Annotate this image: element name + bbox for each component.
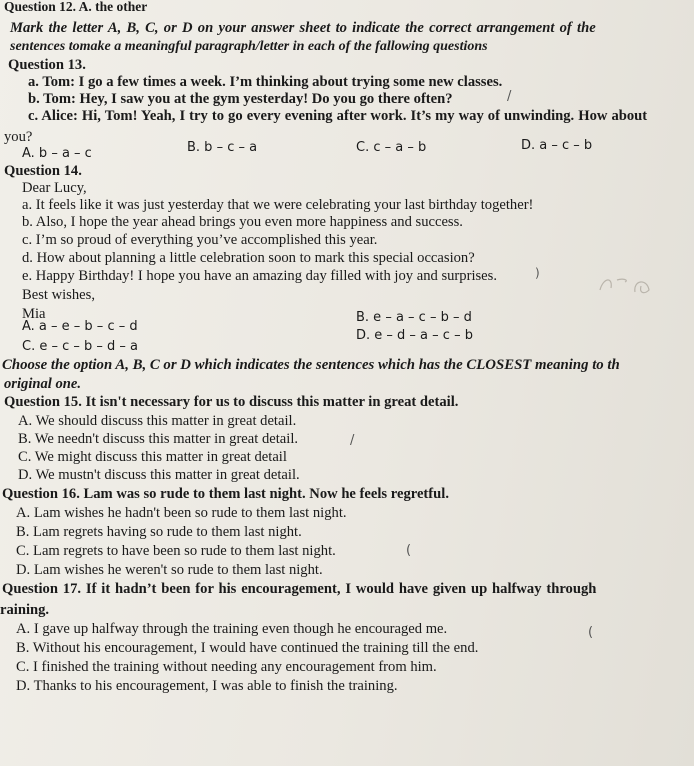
pen-tick-mark: ( — [406, 543, 412, 558]
q13-option-b[interactable]: B. b – c – a — [187, 140, 258, 155]
q14-option-b[interactable]: B. e – a – c – b – d — [356, 310, 472, 325]
pen-tick-mark: / — [507, 89, 512, 104]
pen-tick-mark: ) — [535, 266, 540, 280]
q17-option-c[interactable]: C. I finished the training without needing any encouragement from him. — [16, 659, 437, 675]
section-1-instruction-line-1: Mark the letter A, B, C, or D on your answer sheet to indicate the correct arrangement of the — [10, 20, 596, 36]
q15-option-b[interactable]: B. We needn't discuss this matter in great detail. — [18, 431, 299, 447]
question-17-stem-line-1: Question 17. If it hadn’t been for his encouragement, I would have given up halfway through — [2, 581, 597, 597]
q13-option-d[interactable]: D. a – c – b — [521, 138, 593, 153]
q14-salutation: Dear Lucy, — [22, 180, 87, 196]
q14-sentence-c: c. I’m so proud of everything you’ve accomplished this year. — [22, 232, 378, 248]
section-2-instruction-line-1: Choose the option A, B, C or D which indicates the sentences which has the CLOSEST meaning to th — [2, 357, 620, 373]
q14-option-a[interactable]: A. a – e – b – c – d — [22, 319, 138, 334]
question-16-stem: Question 16. Lam was so rude to them last night. Now he feels regretful. — [2, 486, 449, 502]
q13-sentence-c-line-2: you? — [4, 129, 33, 145]
q13-sentence-a: a. Tom: I go a few times a week. I’m thinking about trying some new classes. — [28, 74, 503, 90]
q14-option-d[interactable]: D. e – d – a – c – b — [356, 328, 473, 343]
q13-option-a[interactable]: A. b – a – c — [22, 146, 92, 161]
q14-signature: Mia — [22, 306, 46, 322]
question-13-title: Question 13. — [8, 57, 86, 73]
q14-sentence-d: d. How about planning a little celebration soon to mark this special occasion? — [22, 250, 475, 266]
section-2-instruction-line-2: original one. — [4, 376, 82, 392]
q13-sentence-b: b. Tom: Hey, I saw you at the gym yesterday! Do you go there often? — [28, 91, 453, 107]
q15-option-d[interactable]: D. We mustn't discuss this matter in great detail. — [18, 467, 300, 483]
q17-option-a[interactable]: A. I gave up halfway through the training even though he encouraged me. — [16, 621, 448, 637]
pencil-scribble — [595, 268, 665, 302]
q14-closing: Best wishes, — [22, 287, 95, 303]
q15-option-c[interactable]: C. We might discuss this matter in great detail — [18, 449, 287, 465]
question-14-title: Question 14. — [4, 163, 82, 179]
q15-option-a[interactable]: A. We should discuss this matter in great detail. — [18, 413, 297, 429]
q17-option-b[interactable]: B. Without his encouragement, I would have continued the training till the end. — [16, 640, 479, 656]
q16-option-b[interactable]: B. Lam regrets having so rude to them last night. — [16, 524, 302, 540]
pen-tick-mark: ( — [588, 625, 594, 640]
q16-option-d[interactable]: D. Lam wishes he weren't so rude to them last night. — [16, 562, 323, 578]
section-1-instruction-line-2: sentences tomake a meaningful paragraph/letter in each of the fallowing questions — [10, 39, 488, 54]
q17-option-d[interactable]: D. Thanks to his encouragement, I was able to finish the training. — [16, 678, 398, 694]
question-17-stem-line-2: raining. — [0, 602, 50, 618]
q14-sentence-a: a. It feels like it was just yesterday that we were celebrating your last birthday together! — [22, 197, 534, 213]
q14-option-c[interactable]: C. e – c – b – d – a — [22, 339, 139, 354]
q13-option-c[interactable]: C. c – a – b — [356, 140, 427, 155]
q14-sentence-b: b. Also, I hope the year ahead brings you even more happiness and success. — [22, 214, 463, 230]
q16-option-c[interactable]: C. Lam regrets to have been so rude to them last night. — [16, 543, 336, 559]
question-12-header: Question 12. A. the other — [4, 0, 148, 14]
question-15-stem: Question 15. It isn't necessary for us to discuss this matter in great detail. — [4, 394, 459, 410]
pen-tick-mark: / — [350, 433, 355, 448]
q16-option-a[interactable]: A. Lam wishes he hadn't been so rude to them last night. — [16, 505, 347, 521]
q14-sentence-e: e. Happy Birthday! I hope you have an amazing day filled with joy and surprises. — [22, 268, 497, 284]
q13-sentence-c-line-1: c. Alice: Hi, Tom! Yeah, I try to go every evening after work. It’s my way of unwinding. How about — [28, 108, 648, 124]
